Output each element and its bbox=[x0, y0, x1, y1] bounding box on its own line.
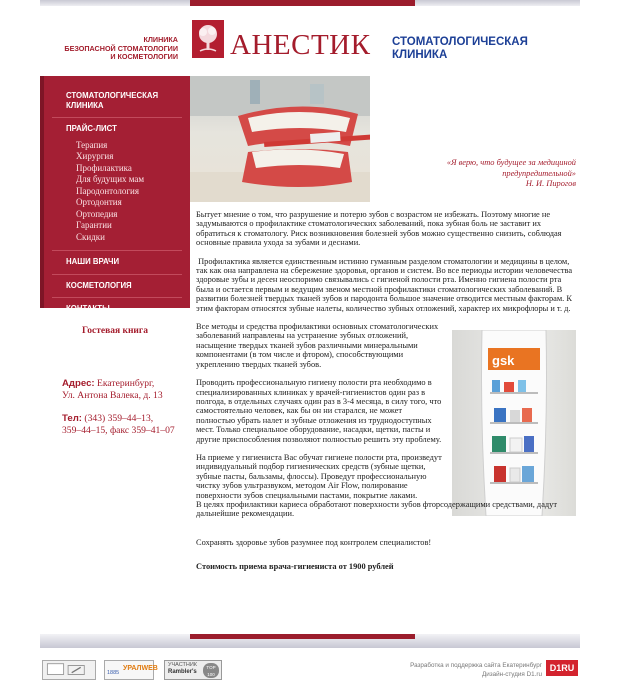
quote-line: «Я верю, что будущее за медициной bbox=[446, 158, 576, 167]
menu-subitem-prophylaxis[interactable]: Профилактика bbox=[76, 162, 132, 173]
pirogov-quote bbox=[400, 158, 576, 190]
phone-number: (343) 359–44–13, bbox=[84, 413, 154, 424]
developer-credit[interactable] bbox=[392, 662, 542, 679]
menu-subitem-future-moms[interactable]: Для будущих мам bbox=[76, 174, 145, 184]
menu-subitem-surgery[interactable]: Хирургия bbox=[76, 151, 114, 161]
address-city: Екатеринбург, bbox=[97, 378, 155, 389]
menu-divider bbox=[52, 274, 182, 275]
phone-label: Тел: bbox=[62, 413, 83, 424]
address-street: Ул. Антона Валека, д. 13 bbox=[62, 389, 163, 401]
clinic-subtitle-line: БЕЗОПАСНОЙ СТОМАТОЛОГИИ bbox=[64, 43, 178, 53]
bottom-decor-bar bbox=[40, 634, 580, 648]
top-red-strip bbox=[190, 0, 415, 6]
menu-label: СТОМАТОЛОГИЧЕСКАЯ bbox=[66, 91, 159, 100]
rambler-line: УЧАСТНИК bbox=[168, 662, 197, 668]
menu-item-contacts[interactable]: КОНТАКТЫ bbox=[66, 304, 110, 313]
credit-line: Дизайн-студия D1.ru bbox=[481, 670, 542, 678]
quote-line: предупредительной» bbox=[502, 168, 576, 178]
address-label: Адрес: bbox=[62, 378, 95, 389]
menu-subitem-discounts[interactable]: Скидки bbox=[76, 231, 105, 242]
menu-subitem-orthodontics[interactable]: Ортодонтия bbox=[76, 197, 122, 207]
price-note: Стоимость приема врача-гигиениста от 1900 рублей bbox=[196, 562, 394, 572]
phone-fax: 359–44–15, факс 359–41–07 bbox=[62, 424, 175, 436]
tree-logo-icon[interactable] bbox=[192, 20, 224, 58]
menu-item-dentistry[interactable] bbox=[44, 91, 190, 110]
credit-line: Разработка и поддержка сайта Екатеринбург bbox=[410, 662, 542, 669]
uralweb-badge[interactable] bbox=[104, 660, 158, 680]
menu-item-price[interactable]: ПРАЙС-ЛИСТ bbox=[66, 124, 117, 133]
brand-name[interactable]: АНЕСТИК bbox=[230, 29, 371, 61]
menu-item-cosmetology[interactable]: КОСМЕТОЛОГИЯ bbox=[66, 280, 132, 290]
guestbook-link[interactable]: Гостевая книга bbox=[82, 326, 148, 336]
article-paragraph: Проводить профессиональную гигиену полости рта необходимо в специализированных клиниках у врачей-гигиенистов один раз в полгода, в отдельных случаях один раз в 3-4 месяца, в силу того, что самостоятельно человек, как бы он ни старался, не может полностью убрать налет и зубные отложения из труднодоступных мест. Только специальное оборудование, насадки, щетки, пасты и другие приспособления позволяют полностью решить эту проблему. bbox=[196, 378, 442, 444]
rambler-line: Rambler's bbox=[168, 669, 197, 675]
counter-badge[interactable] bbox=[42, 660, 96, 680]
top100-icon: TOP 100 bbox=[203, 663, 219, 678]
menu-subitem-guarantees[interactable]: Гарантии bbox=[76, 220, 112, 230]
menu-item-doctors[interactable]: НАШИ ВРАЧИ bbox=[66, 257, 120, 266]
teeth-model-photo bbox=[190, 76, 370, 202]
article-paragraph bbox=[196, 257, 576, 313]
menu-subitem-therapy[interactable]: Терапия bbox=[76, 139, 108, 150]
menu-divider bbox=[52, 250, 182, 251]
counter-value: 1885 bbox=[107, 670, 120, 676]
article-text: Профилактика является единственным истинно гуманным разделом стоматологии и медицины в целом, так как она направлена на сбережение здоровья, органов и систем. Во все периоды истории человечества здоровые зубы и десен неоспоримо связывались с гигиеной полости рта. Именно гигиена полости рта была и остается первым и ведущим звеном местной профилактики стоматологических заболеваний. В развитии болезней твердых тканей зубов и пародонта большое значение отводится местным факторам. К этим факторам относятся зубные налеты, количество зубных отложений, характер их микрофлоры и т. д. bbox=[196, 256, 573, 313]
d1-logo-icon[interactable]: D1RU bbox=[546, 660, 578, 676]
clinic-title-line: СТОМАТОЛОГИЧЕСКАЯ bbox=[392, 36, 528, 48]
rambler-top100-badge[interactable] bbox=[164, 660, 222, 680]
menu-subitem-periodontology[interactable]: Пародонтология bbox=[76, 185, 139, 196]
clinic-title-line: КЛИНИКА bbox=[392, 48, 448, 61]
article-paragraph: На приеме у гигиениста Вас обучат гигиене полости рта, произведут индивидуальный подбор гигиенических средств (зубные щетки, зубные пасты, бальзамы, флоссы). Проведут профессиональную чистку зубов ультразвуком, методом Air Flow, полирование поверхности зубов специальными пастами, покрытие лаками. bbox=[196, 452, 442, 500]
clinic-subtitle bbox=[56, 36, 178, 62]
sidebar-menu bbox=[40, 76, 190, 313]
quote-author: Н. И. Пирогов bbox=[525, 179, 576, 188]
clinic-subtitle-line: И КОСМЕТОЛОГИИ bbox=[110, 52, 178, 62]
menu-divider bbox=[52, 117, 182, 118]
bottom-red-strip bbox=[190, 634, 415, 639]
address-block bbox=[62, 378, 175, 436]
uralweb-label: УРАЛWEB bbox=[123, 665, 158, 672]
article-body bbox=[196, 210, 576, 581]
menu-divider bbox=[52, 297, 182, 298]
menu-label: КЛИНИКА bbox=[66, 100, 104, 110]
article-paragraph: Бытует мнение о том, что разрушение и потерю зубов с возрастом не избежать. Поэтому многие не задумываются о профилактике стоматологических заболеваний, пока зубная боль не заставит их обратиться к стоматологу. Риск возникновения болезней зубов можно существенно снизить, соблюдая основные правила ухода за зубами и деснами. bbox=[196, 210, 562, 248]
gsk-logo-text: gsk bbox=[492, 353, 515, 368]
menu-subitem-orthopedics[interactable]: Ортопедия bbox=[76, 208, 118, 219]
article-paragraph: Все методы и средства профилактики основных стоматологических заболеваний направлены на устранение зубных отложений, насыщение твердых тканей зубов различными минеральными компонентами (в том числе и фтором), способствующими укреплению твердых тканей зубов. bbox=[196, 322, 439, 369]
clinic-title bbox=[392, 36, 528, 61]
article-paragraph: Сохранять здоровье зубов разумнее под контролем специалистов! bbox=[196, 537, 432, 547]
clinic-subtitle-line: КЛИНИКА bbox=[143, 35, 178, 44]
article-paragraph: В целях профилактики кариеса обработают поверхности зубов фторсодержащими средствами, дадут дальнейшие рекомендации. bbox=[196, 499, 558, 519]
top-decor-bar bbox=[40, 0, 580, 6]
